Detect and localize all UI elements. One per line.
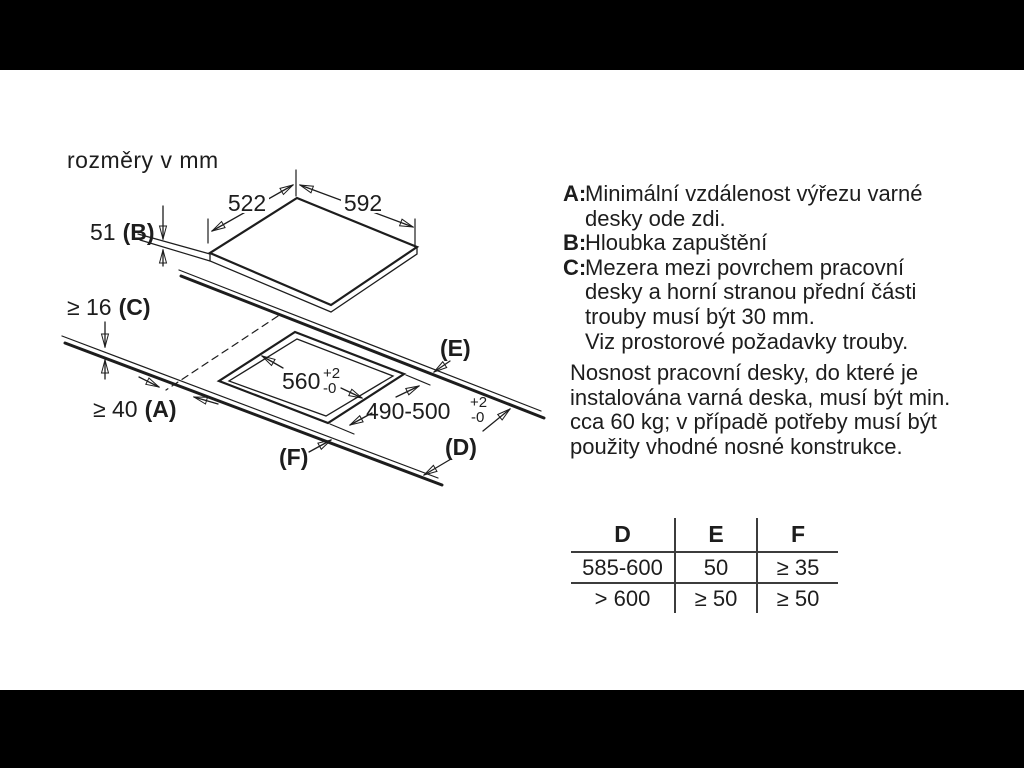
note-b-text: Hloubka zapuštění	[585, 230, 768, 256]
table-row	[571, 552, 838, 583]
cell-d1: 585-600	[571, 552, 675, 583]
note-b-key: B:	[563, 230, 587, 256]
callout-e	[434, 335, 471, 372]
note-c	[563, 256, 983, 354]
dim-label-a: ≥ 40 (A)	[93, 396, 177, 422]
callout-label-d: (D)	[445, 434, 477, 460]
legend-notes	[563, 182, 983, 354]
note-c-key: C:	[563, 254, 587, 280]
col-header-d: D	[571, 518, 675, 552]
callout-label-e: (E)	[440, 335, 471, 361]
dim-label-b: 51 (B)	[90, 219, 155, 245]
dim-c-thickness	[67, 294, 151, 379]
note-a-text: Minimální vzdálenost výřezu varné desky ode zdi.	[585, 181, 923, 231]
dim-label-592: 592	[343, 190, 383, 216]
dim-490-500	[330, 375, 487, 434]
def-dimension-table	[571, 518, 838, 613]
cell-f2: ≥ 50	[757, 583, 838, 613]
dim-label-560: 560	[282, 368, 321, 394]
cell-e1: 50	[675, 552, 757, 583]
cell-e2: ≥ 50	[675, 583, 757, 613]
dim-b-depth	[90, 206, 210, 266]
dim-label-c: ≥ 16 (C)	[67, 294, 151, 320]
table-row	[571, 583, 838, 613]
dim-490-tol-minus: -0	[471, 409, 485, 426]
dim-560	[262, 356, 362, 398]
callout-label-f: (F)	[279, 444, 309, 470]
cell-d2: > 600	[594, 585, 651, 611]
note-b	[563, 231, 983, 256]
table-header-row	[571, 518, 838, 552]
letterbox-top	[0, 0, 1024, 70]
callout-f	[279, 440, 331, 470]
col-header-f: F	[757, 518, 838, 552]
page-canvas	[0, 70, 1024, 690]
units-note: rozměry v mm	[67, 147, 219, 173]
cell-f1: ≥ 35	[757, 552, 838, 583]
dim-490-tol-plus: +2	[470, 394, 488, 411]
note-a-key: A:	[563, 181, 587, 206]
dim-label-490-500: 490-500	[366, 398, 451, 424]
dim-560-tol-plus: +2	[323, 365, 341, 382]
load-capacity-paragraph: Nosnost pracovní desky, do které je instalována varná deska, musí být min. cca 60 kg; v případě potřeby musí být použity vhodné nosné konstrukce.	[570, 360, 951, 459]
letterbox-bottom	[0, 690, 1024, 768]
dim-560-tol-minus: -0	[323, 380, 337, 397]
dim-label-522: 522	[227, 190, 267, 216]
note-c-text: Mezera mezi povrchem pracovní desky a horní stranou přední části trouby musí být 30 mm. Viz prostorové požadavky trouby.	[585, 254, 917, 354]
dim-a-wall-clearance	[93, 377, 218, 422]
note-a	[563, 182, 983, 231]
col-header-e: E	[675, 518, 757, 552]
